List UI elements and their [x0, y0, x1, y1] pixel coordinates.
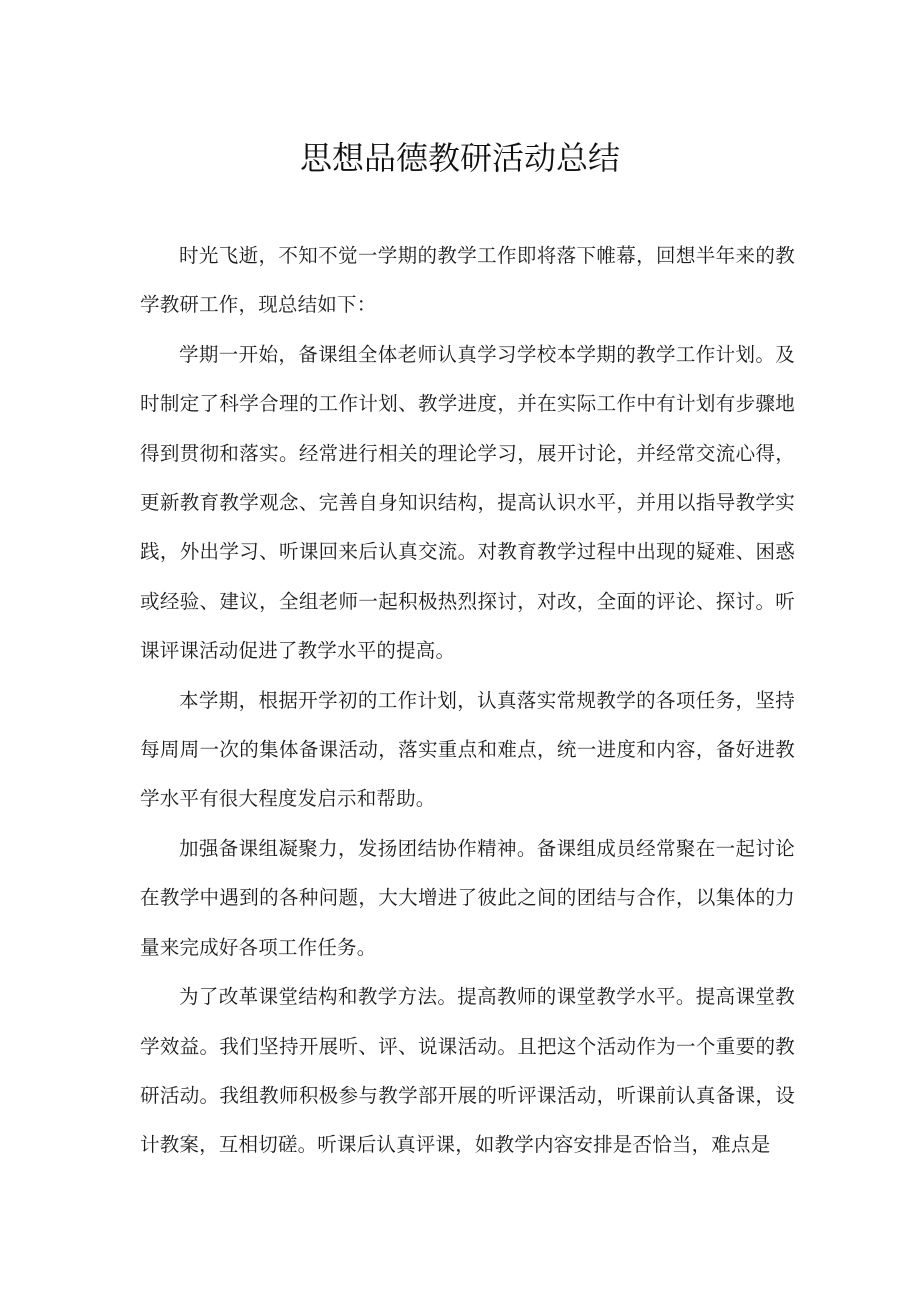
document-title: 思想品德教研活动总结	[299, 139, 620, 177]
paragraph-4: 加强备课组凝聚力，发扬团结协作精神。备课组成员经常聚在一起讨论在教学中遇到的各种问题，大大增进了彼此之间的团结与合作，以集体的力量来完成好各项工作任务。	[140, 836, 795, 959]
document-body	[140, 231, 795, 1170]
paragraph-5: 为了改革课堂结构和教学方法。提高教师的课堂教学水平。提高课堂教学效益。我们坚持开展听、评、说课活动。且把这个活动作为一个重要的教研活动。我组教师积极参与教学部开展的听评课活动，听课前认真备课，设计教案，互相切磋。听课后认真评课，如教学内容安排是否恰当，难点是	[140, 985, 795, 1157]
paragraph-1: 时光飞逝，不知不觉一学期的教学工作即将落下帷幕，回想半年来的教学教研工作，现总结如下：	[140, 244, 795, 317]
paragraph-3: 本学期，根据开学初的工作计划，认真落实常规教学的各项任务，坚持每周周一次的集体备课活动，落实重点和难点，统一进度和内容，备好进教学水平有很大程度发启示和帮助。	[140, 688, 795, 811]
paragraph-2: 学期一开始，备课组全体老师认真学习学校本学期的教学工作计划。及时制定了科学合理的工作计划、教学进度，并在实际工作中有计划有步骤地得到贯彻和落实。经常进行相关的理论学习，展开讨论，并经常交流心得，更新教育教学观念、完善自身知识结构，提高认识水平，并用以指导教学实践，外出学习、听课回来后认真交流。对教育教学过程中出现的疑难、困惑或经验、建议，全组老师一起积极热烈探讨，对改，全面的评论、探讨。听课评课活动促进了教学水平的提高。	[140, 342, 795, 663]
